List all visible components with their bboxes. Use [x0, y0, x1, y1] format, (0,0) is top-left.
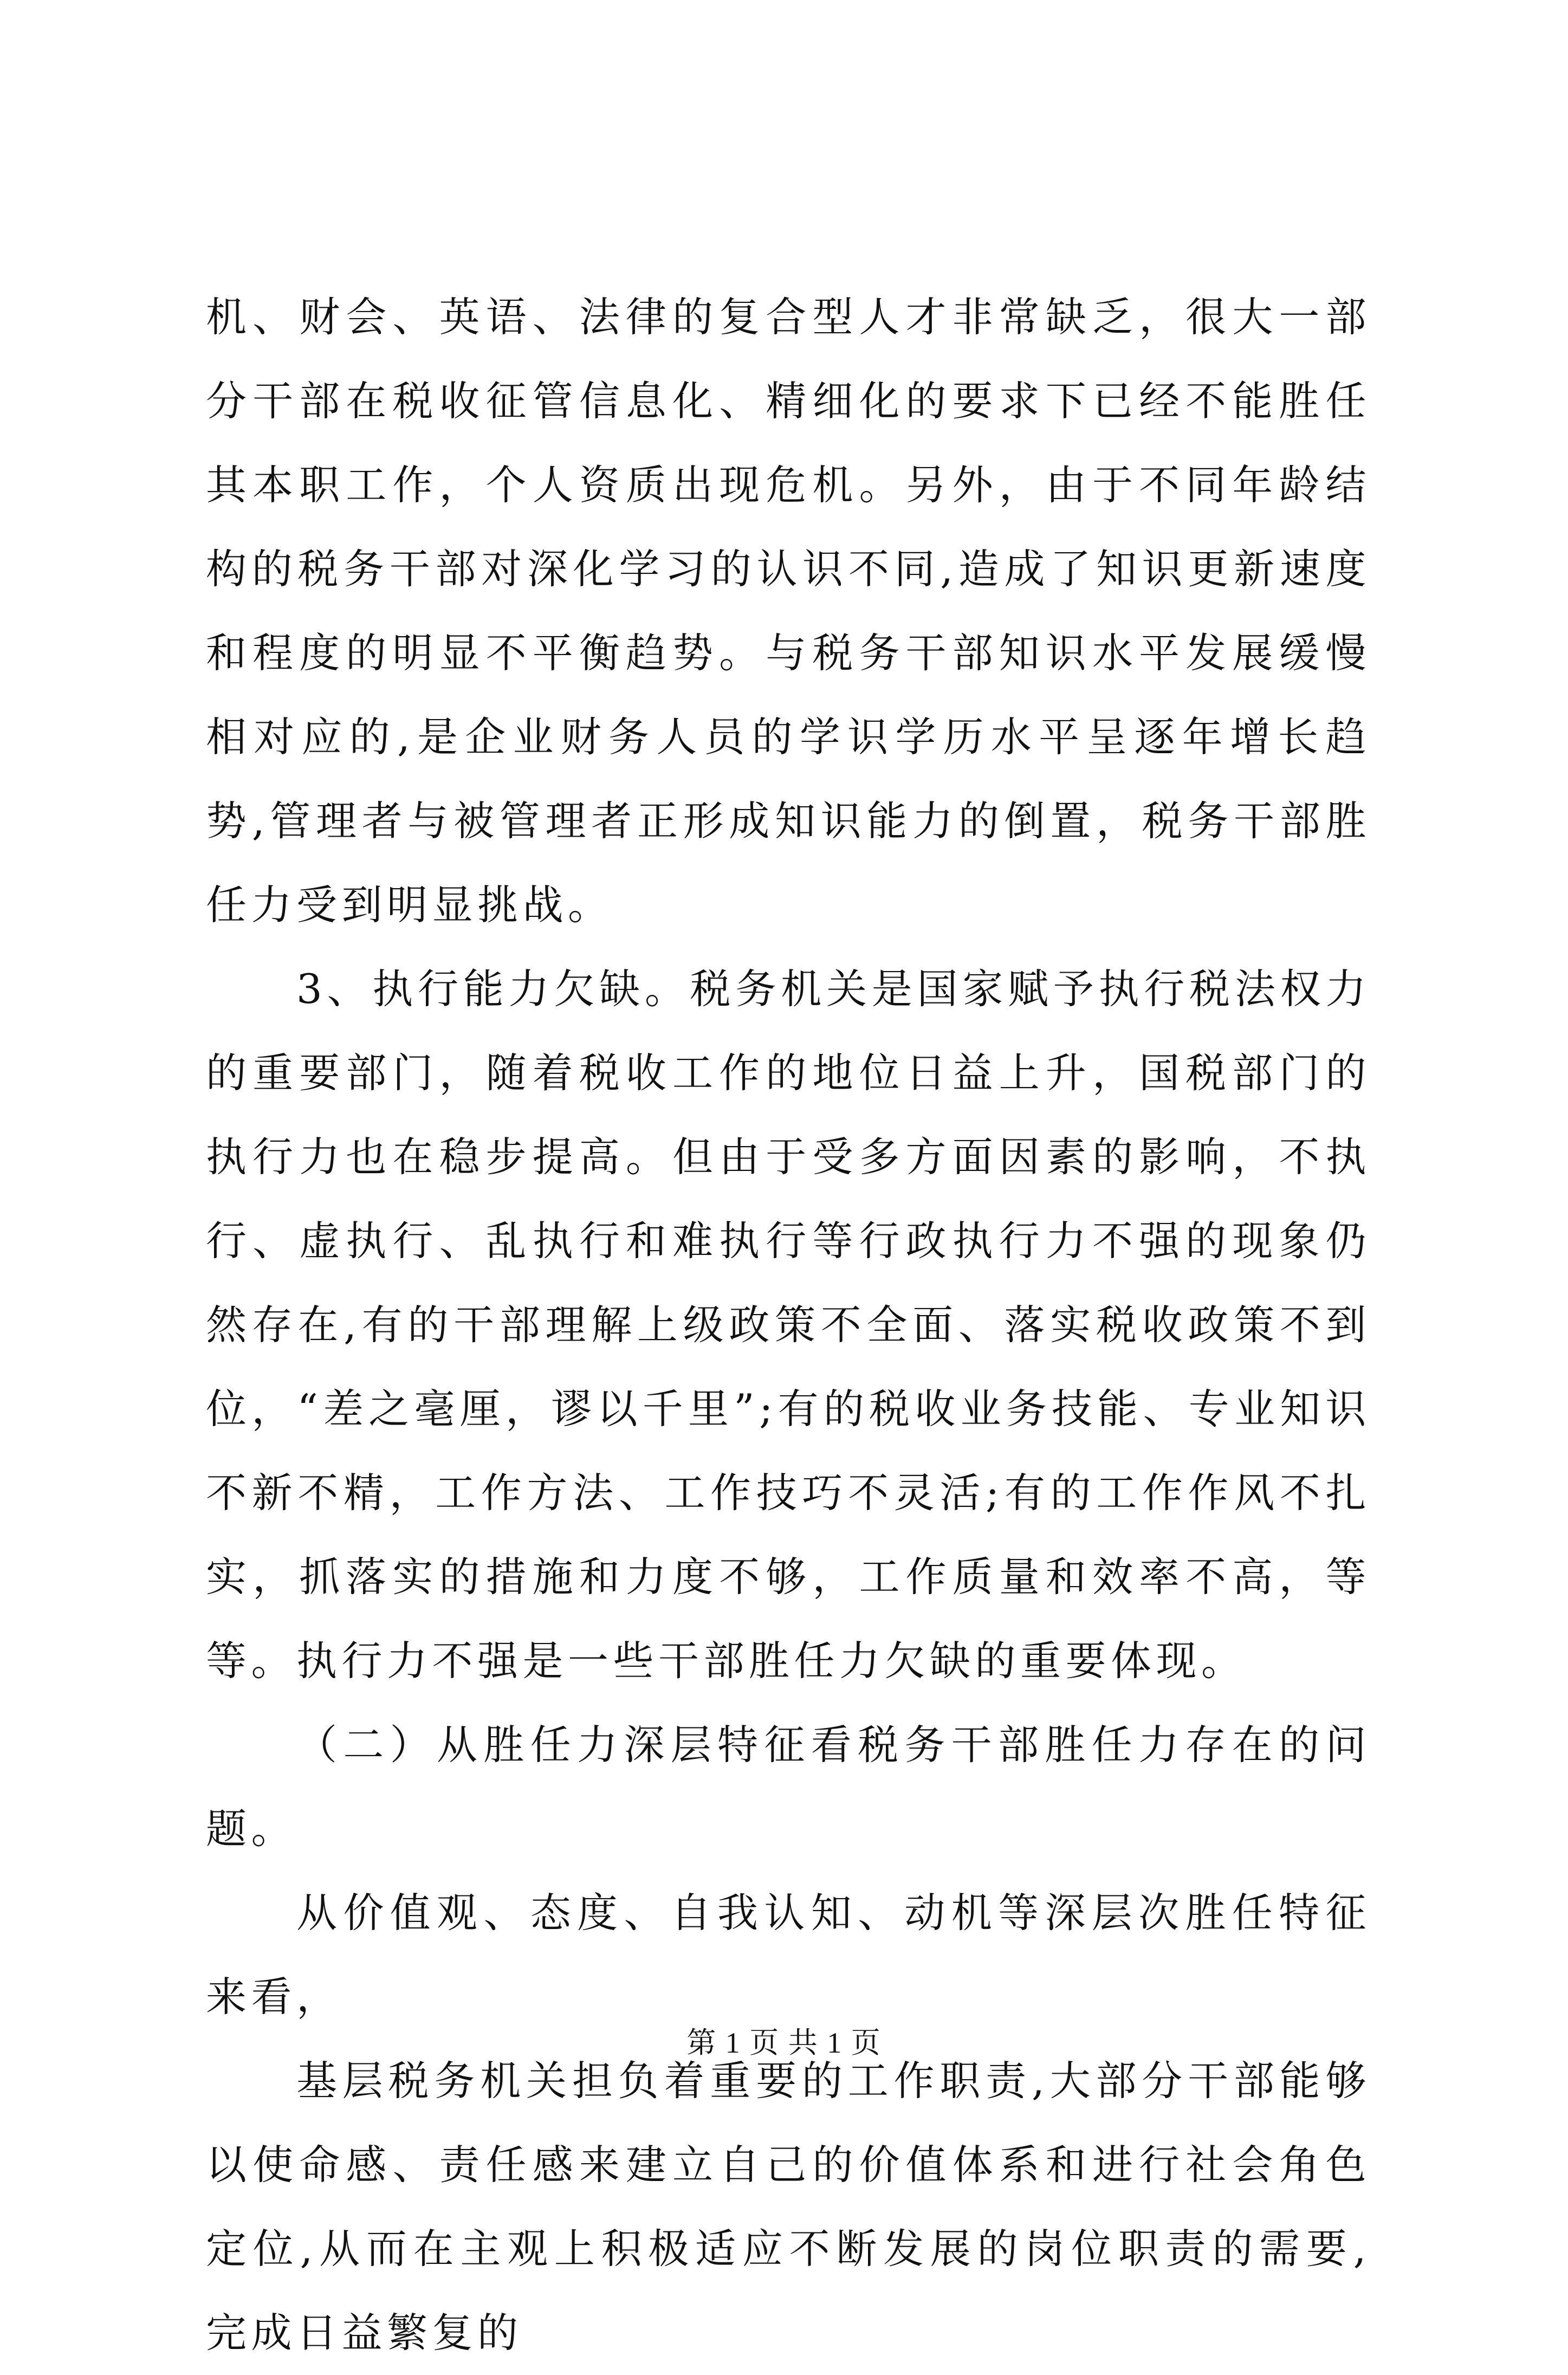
paragraph-5: 基层税务机关担负着重要的工作职责,大部分干部能够以使命感、责任感来建立自己的价值体系和进行社会角色定位,从而在主观上积极适应不断发展的岗位职责的需要,完成日益繁复的 — [206, 2057, 1371, 2357]
paragraph-2: 3、执行能力欠缺。税务机关是国家赋予执行税法权力的重要部门，随着税收工作的地位日益上升，国税部门的执行力也在稳步提高。但由于受多方面因素的影响，不执行、虚执行、乱执行和难执行等行政执行力不强的现象仍然存在,有的干部理解上级政策不全面、落实税收政策不到位，“差之毫厘，谬以千里”;有的税收业务技能、专业知识不新不精，工作方法、工作技巧不灵活;有的工作作风不扎实，抓落实的措施和力度不够，工作质量和效率不高，等等。执行力不强是一些干部胜任力欠缺的重要体现。 — [206, 965, 1371, 1685]
section-heading: （二）从胜任力深层特征看税务干部胜任力存在的问题。 — [206, 1721, 1371, 1853]
paragraph-1: 机、财会、英语、法律的复合型人才非常缺乏，很大一部分干部在税收征管信息化、精细化的要求下已经不能胜任其本职工作，个人资质出现危机。另外，由于不同年龄结构的税务干部对深化学习的认识不同,造成了知识更新速度和程度的明显不平衡趋势。与税务干部知识水平发展缓慢相对应的,是企业财务人员的学识学历水平呈逐年增长趋势,管理者与被管理者正形成知识能力的倒置，税务干部胜任力受到明显挑战。 — [206, 293, 1371, 929]
paragraph-4: 从价值观、态度、自我认知、动机等深层次胜任特征来看， — [206, 1889, 1371, 2021]
page-footer: 第 1 页 共 1 页 — [686, 2027, 882, 2059]
